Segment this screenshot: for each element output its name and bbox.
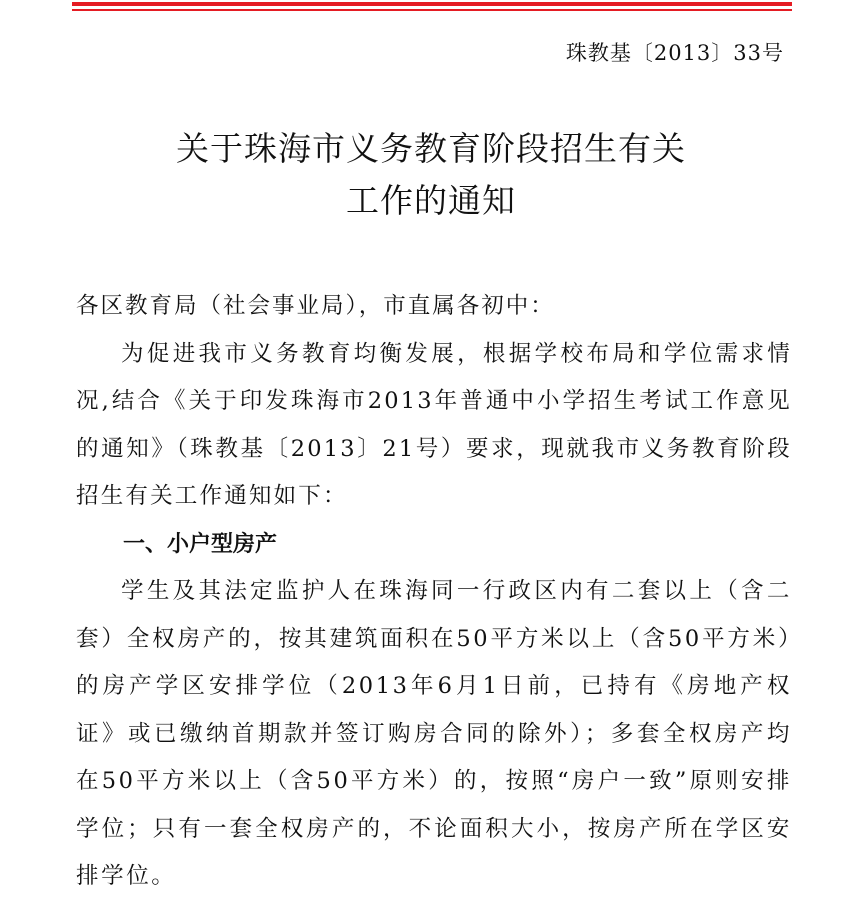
document-number: 珠教基〔2013〕33号 <box>565 41 784 65</box>
salutation: 各区教育局（社会事业局），市直属各初中： <box>76 293 555 319</box>
document-title <box>0 123 862 227</box>
title-line-2: 工作的通知 <box>346 181 516 220</box>
document-body <box>76 283 792 901</box>
section-1-paragraph: 学生及其法定监护人在珠海同一行政区内有二套以上（含二套）全权房产的，按其建筑面积在50平方米以上（含50平方米）的房产学区安排学位（2013年6月1日前，已持有《房地产权证》或已缴纳首期款并签订购房合同的除外）；多套全权房产均在50平方米以上（含50平方米）的，按照“房户一致”原则安排学位；只有一套全权房产的，不论面积大小，按房产所在学区安排学位。 <box>76 578 792 889</box>
section-1-heading: 一、小户型房产 <box>123 531 278 557</box>
header-rule-thin <box>72 9 792 11</box>
title-line-1: 关于珠海市义务教育阶段招生有关 <box>176 129 686 168</box>
intro-paragraph: 为促进我市义务教育均衡发展，根据学校布局和学位需求情况,结合《关于印发珠海市2013年普通中小学招生考试工作意见的通知》（珠教基〔2013〕21号）要求，现就我市义务教育阶段招生有关工作通知如下： <box>76 340 792 509</box>
header-rule-thick <box>72 2 792 6</box>
